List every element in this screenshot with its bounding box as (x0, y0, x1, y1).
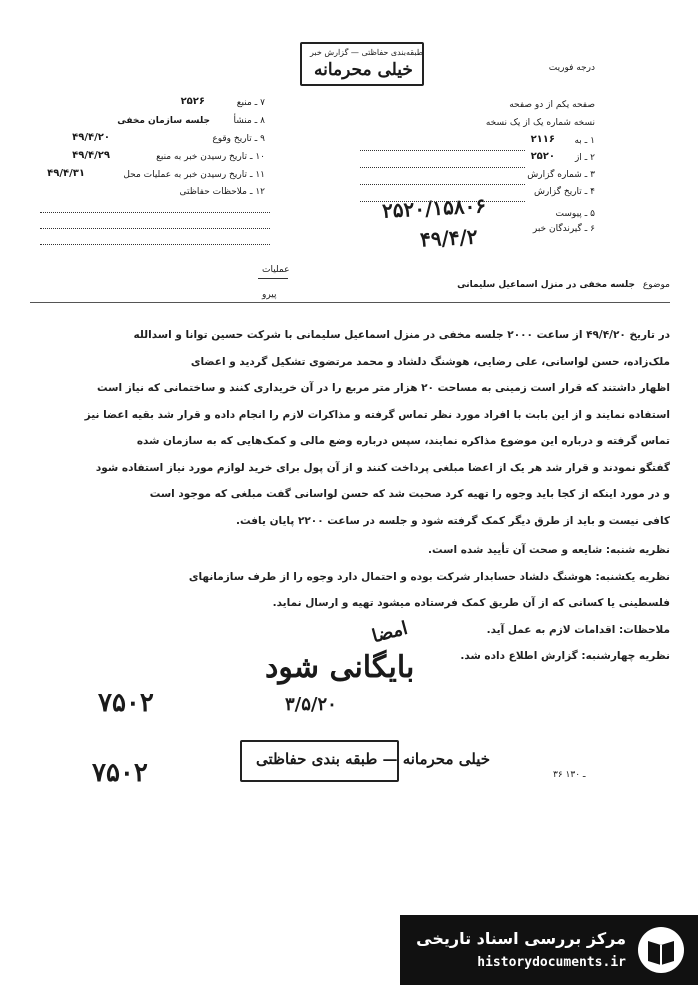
note-line: نظریه یکشنبه: هوشنگ دلشاد حسابدار شرکت بوده و احتمال دارد وجوه را از طرف سازمانهای (188, 570, 670, 583)
book-logo-icon (636, 925, 686, 975)
archive-instruction: بایگانی شود (265, 650, 415, 685)
bottom-classification-stamp (240, 740, 491, 782)
field-from-label: ۲ ـ از (574, 153, 595, 163)
field-source-date-label: ۱۰ ـ تاریخ رسیدن خبر به منبع (156, 152, 265, 162)
divider (30, 302, 670, 303)
dotted-line (360, 150, 525, 151)
subject-label: موضوع (642, 280, 670, 290)
dotted-line (40, 212, 270, 213)
footer-watermark (400, 915, 698, 985)
stamp-text: طبقه‌بندی حفاظتی — گزارش خبر (310, 48, 424, 57)
note-line: فلسطینی یا کسانی که از آن طریق کمک فرستاده میشود تهیه و ارسال نماید. (272, 597, 670, 609)
body-line: اظهار داشتند که قرار است زمینی به مساحت ۲۰ هزار متر مربع را در آن خریداری کنند و ساختمانی که نیاز است (97, 382, 670, 394)
field-occurrence-label: ۹ ـ تاریخ وقوع (212, 134, 265, 144)
field-occurrence-value: ۴۹/۴/۲۰ (72, 132, 110, 143)
note-line: نظریه شنبه: شایعه و صحت آن تأیید شده است. (428, 544, 670, 556)
body-line: و در مورد اینکه از کجا باید وجوه را تهیه کرد صحبت شد که حسن لواسانی گفت مبلغی که موجود است (149, 488, 670, 500)
field-source-date-value: ۴۹/۴/۲۹ (72, 150, 110, 161)
action-label: عملیات (262, 265, 290, 275)
handwritten-ref-1: ۲۵۲۰/۱۵۸۰۶ (381, 193, 487, 223)
field-origin-value: جلسه سازمان مخفی (117, 116, 210, 126)
form-code: ۳۶ ـ ۱۳۰ (553, 770, 586, 780)
field-recipients-label: ۶ ـ گیرندگان خبر (532, 224, 595, 234)
classification-stamp (300, 42, 424, 86)
dotted-line (40, 244, 270, 245)
urgency-label: درجه فوریت (548, 63, 595, 73)
field-ops-date-label: ۱۱ ـ تاریخ رسیدن خبر به عملیات محل (123, 170, 265, 180)
body-line: تماس گرفته و درباره این موضوع مذاکره نمایند، سپس درباره وضع مالی و کمک‌هایی که به سازمان شده (136, 435, 670, 447)
divider (258, 278, 288, 279)
archive-date: ۳/۵/۲۰ (285, 694, 337, 715)
field-report-date-label: ۴ ـ تاریخ گزارش (533, 187, 595, 197)
field-from-value: ۲۵۲۰ (530, 151, 555, 162)
signature: امضا (369, 617, 410, 648)
handwritten-number-2: ۷۵۰۲ (92, 758, 148, 788)
dotted-line (360, 184, 525, 185)
field-attachment-label: ۵ ـ پیوست (555, 209, 595, 219)
body-line: ملک‌زاده، حسن لواسانی، علی رضایی، هوشنگ دلشاد و محمد مرتضوی تشکیل گردید و اعضای (190, 355, 670, 368)
subject-value: جلسه مخفی در منزل اسماعیل سلیمانی (457, 280, 635, 290)
stamp-handwritten: خیلی محرمانه (314, 60, 413, 80)
page-label: صفحه یکم از دو صفحه (509, 100, 595, 110)
body-line: کافی نیست و باید از طرق دیگر کمک گرفته شود و جلسه در ساعت ۲۲۰۰ پایان یافت. (236, 514, 670, 527)
dotted-line (360, 167, 525, 168)
handwritten-ref-2: ۴۹/۴/۲ (419, 224, 479, 252)
report-body (40, 322, 670, 534)
note-line: ملاحظات: اقدامات لازم به عمل آید. (486, 623, 670, 636)
dotted-line (40, 228, 270, 229)
body-line: استفاده نمایند و از این بابت با افراد مورد نظر تماس گرفته و مذاکرات لازم را انجام داده و قرار شد بقیه اعضا نیز (84, 408, 670, 421)
field-report-number-label: ۳ ـ شماره گزارش (527, 170, 595, 180)
copy-label: نسخه شماره یک از یک نسخه (485, 118, 595, 128)
field-to-value: ۲۱۱۶ (530, 134, 555, 145)
circulation-label: پیرو (262, 290, 277, 300)
field-source-label: ۷ ـ منبع (236, 98, 265, 108)
field-origin-label: ۸ ـ منشأ (233, 116, 265, 126)
field-ops-date-value: ۴۹/۴/۳۱ (47, 168, 85, 179)
note-line: نظریه چهارشنبه: گزارش اطلاع داده شد. (460, 650, 670, 662)
footer-org-name: مرکز بررسی اسناد تاریخی (416, 929, 626, 948)
bottom-stamp-text: خیلی محرمانه — طبقه بندی حفاظتی (256, 750, 491, 768)
field-security-notes-label: ۱۲ ـ ملاحظات حفاظتی (179, 187, 265, 197)
handwritten-number-1: ۷۵۰۲ (98, 688, 154, 718)
field-source-value: ۲۵۲۶ (180, 96, 205, 107)
body-line: گفتگو نمودند و قرار شد هر یک از اعضا مبلغی پرداخت کنند و از آن پول برای خرید لوازم مورد نیاز استفاده شود (95, 461, 670, 474)
footer-url: historydocuments.ir (477, 955, 626, 970)
body-line: در تاریخ ۴۹/۴/۲۰ از ساعت ۲۰۰۰ جلسه مخفی در منزل اسماعیل سلیمانی با شرکت حسین توانا و اسدالله (133, 329, 670, 341)
field-to-label: ۱ ـ به (574, 136, 595, 146)
